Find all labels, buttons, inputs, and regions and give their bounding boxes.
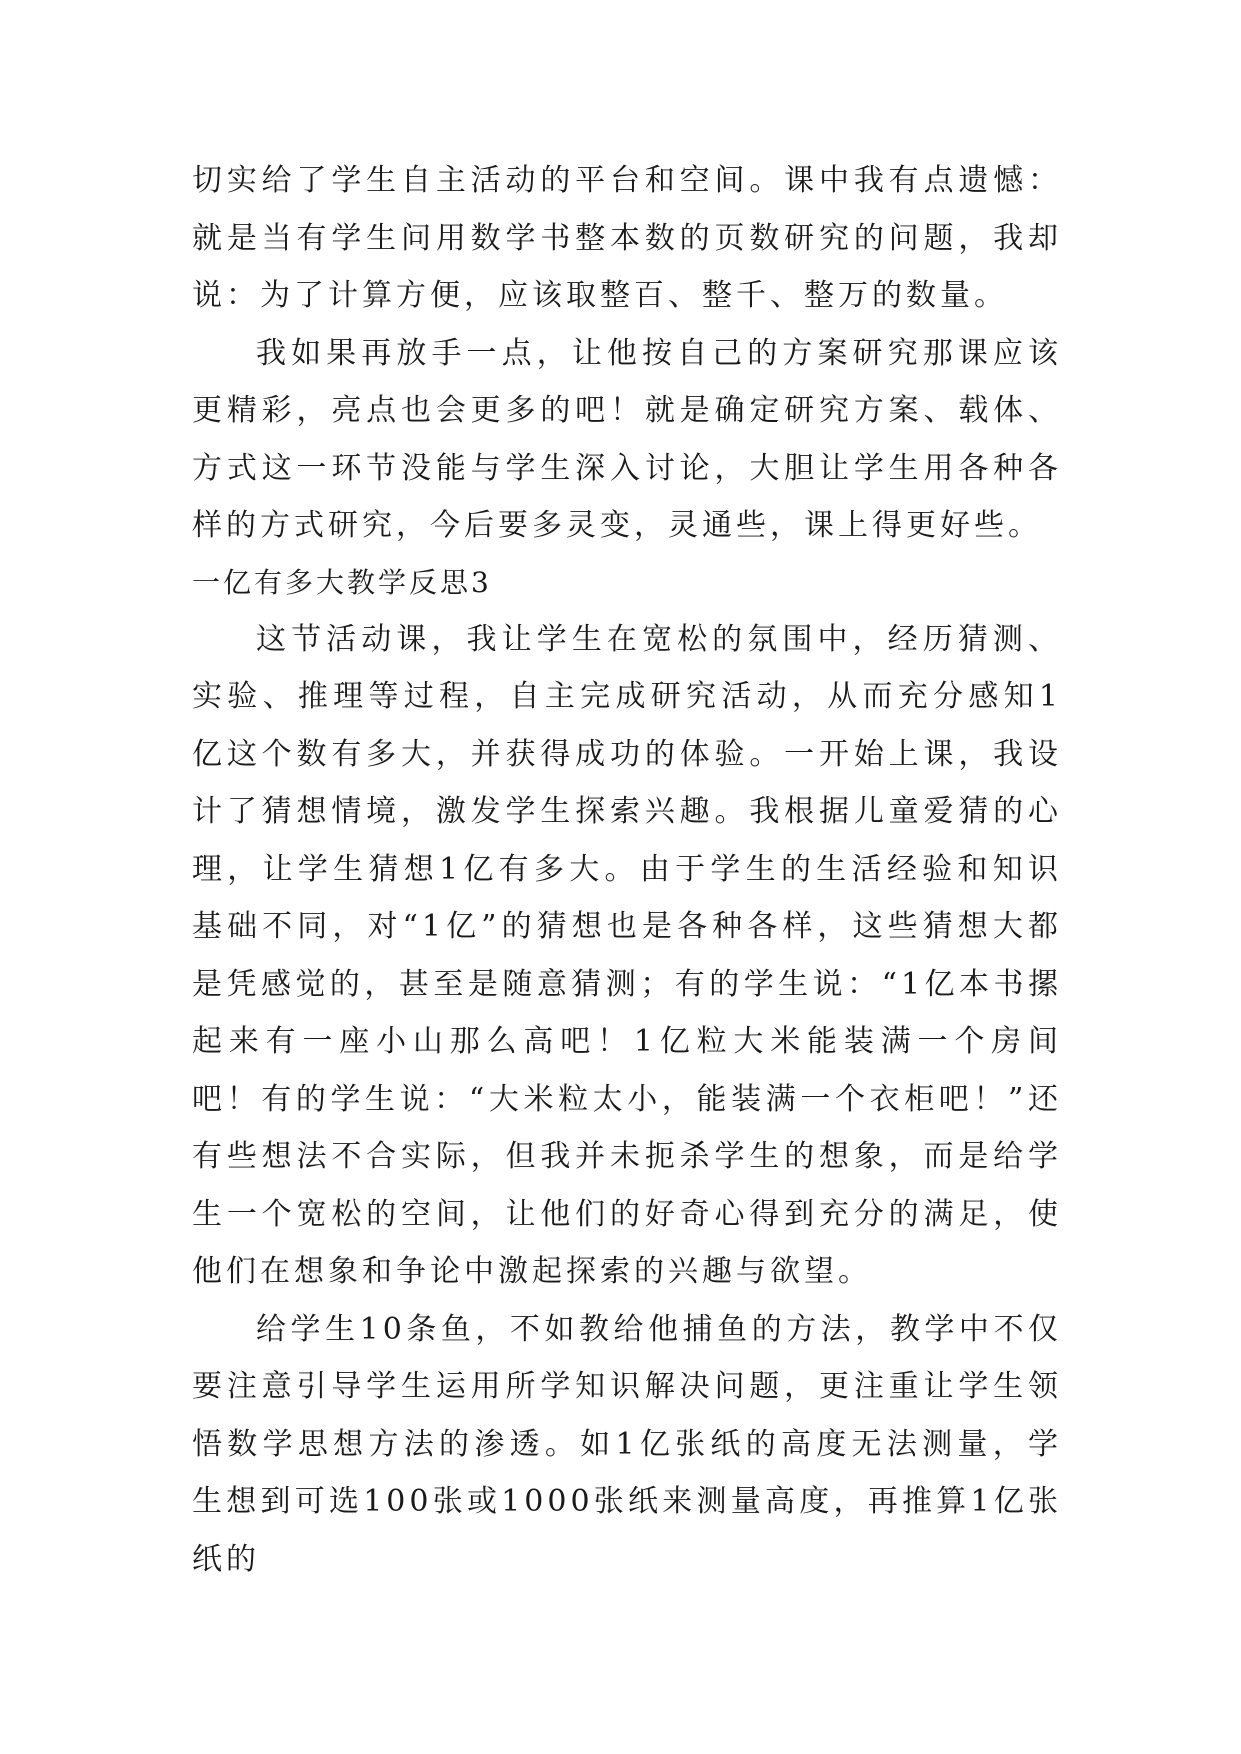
paragraph-continuation: 切实给了学生自主活动的平台和空间。课中我有点遗憾：就是当有学生问用数学书整本数的页数研究的问题，我却说：为了计算方便，应该取整百、整千、整万的数量。 (192, 163, 1062, 313)
document-body (192, 152, 1062, 1588)
paragraph-reflection: 我如果再放手一点，让他按自己的方案研究那课应该更精彩，亮点也会更多的吧！就是确定研究方案、载体、方式这一环节没能与学生深入讨论，大胆让学生用各种各样的方式研究，今后要多灵变，灵通些，课上得更好些。 (192, 335, 1062, 543)
paragraph-fishing-method: 给学生10条鱼，不如教给他捕鱼的方法，教学中不仅要注意引导学生运用所学知识解决问题，更注重让学生领悟数学思想方法的渗透。如1亿张纸的高度无法测量，学生想到可选100张或1000张纸来测量高度，再推算1亿张纸的 (192, 1311, 1062, 1577)
paragraph-activity-lesson: 这节活动课，我让学生在宽松的氛围中，经历猜测、实验、推理等过程，自主完成研究活动，从而充分感知1亿这个数有多大，并获得成功的体验。一开始上课，我设计了猜想情境，激发学生探索兴趣。我根据儿童爱猜的心理，让学生猜想1亿有多大。由于学生的生活经验和知识基础不同，对“1亿”的猜想也是各种各样，这些猜想大都是凭感觉的，甚至是随意猜测；有的学生说：“1亿本书摞起来有一座小山那么高吧！1亿粒大米能装满一个房间吧！有的学生说：“大米粒太小，能装满一个衣柜吧！”还有些想法不合实际，但我并未扼杀学生的想象，而是给学生一个宽松的空间，让他们的好奇心得到充分的满足，使他们在想象和争论中激起探索的兴趣与欲望。 (192, 621, 1062, 1289)
section-heading: 一亿有多大教学反思3 (192, 565, 492, 599)
